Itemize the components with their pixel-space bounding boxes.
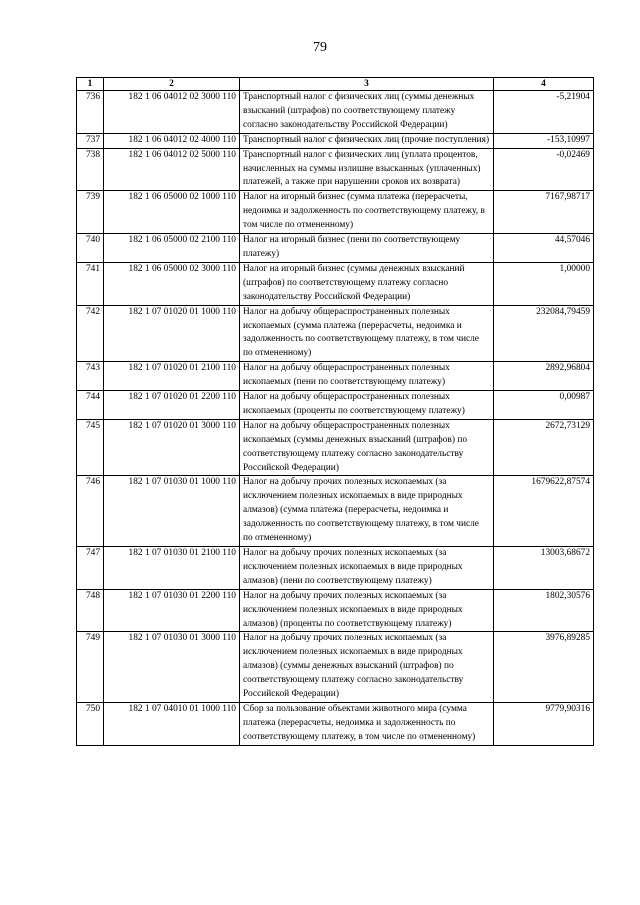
amount: 3976,89285 <box>494 632 594 703</box>
budget-code: 182 1 07 01030 01 2200 110 <box>104 589 240 632</box>
budget-code: 182 1 06 04012 02 4000 110 <box>104 133 240 148</box>
budget-code: 182 1 06 04012 02 3000 110 <box>104 91 240 134</box>
revenue-name: Налог на игорный бизнес (сумма платежа (перерасчеты, недоимка и задолженность по соответствующему платежу, в том числе по отмененному) <box>240 191 494 234</box>
amount: 0,00987 <box>494 391 594 420</box>
revenue-name: Налог на добычу прочих полезных ископаемых (за исключением полезных ископаемых в виде природных алмазов) (суммы денежных взысканий (штрафов) по соответствующему платежу согласно законодательству Российской Федерации) <box>240 632 494 703</box>
row-number: 746 <box>77 476 104 547</box>
budget-code: 182 1 07 01030 01 3000 110 <box>104 632 240 703</box>
row-number: 743 <box>77 362 104 391</box>
table-row <box>77 419 594 476</box>
amount: -5,21904 <box>494 91 594 134</box>
table-row <box>77 262 594 305</box>
budget-code: 182 1 07 01030 01 1000 110 <box>104 476 240 547</box>
table-row <box>77 91 594 134</box>
budget-code: 182 1 07 04010 01 1000 110 <box>104 702 240 745</box>
revenue-name: Налог на добычу общераспространенных полезных ископаемых (суммы денежных взысканий (штрафов) по соответствующему платежу согласно законодательству Российской Федерации) <box>240 419 494 476</box>
row-number: 739 <box>77 191 104 234</box>
amount: -153,10997 <box>494 133 594 148</box>
revenue-name: Налог на игорный бизнес (пени по соответствующему платежу) <box>240 234 494 263</box>
row-number: 738 <box>77 148 104 191</box>
amount: 2892,96804 <box>494 362 594 391</box>
revenue-name: Сбор за пользование объектами животного мира (сумма платежа (перерасчеты, недоимка и задолженность по соответствующему платежу, в том числе по отмененному) <box>240 702 494 745</box>
table-row <box>77 589 594 632</box>
table-row <box>77 234 594 263</box>
page-number: 79 <box>313 40 327 55</box>
table-header-row <box>77 78 594 91</box>
revenue-name: Налог на добычу общераспространенных полезных ископаемых (сумма платежа (перерасчеты, недоимка и задолженность по соответствующему платежу, в том числе по отмененному) <box>240 305 494 362</box>
table-row <box>77 547 594 590</box>
table-row <box>77 476 594 547</box>
amount: 1,00000 <box>494 262 594 305</box>
budget-code: 182 1 07 01020 01 1000 110 <box>104 305 240 362</box>
row-number: 744 <box>77 391 104 420</box>
revenue-name: Транспортный налог с физических лиц (прочие поступления) <box>240 133 494 148</box>
revenue-name: Налог на добычу общераспространенных полезных ископаемых (проценты по соответствующему платежу) <box>240 391 494 420</box>
budget-code: 182 1 07 01020 01 2200 110 <box>104 391 240 420</box>
revenue-name: Налог на игорный бизнес (суммы денежных взысканий (штрафов) по соответствующему платежу согласно законодательству Российской Федерации) <box>240 262 494 305</box>
amount: 44,57046 <box>494 234 594 263</box>
budget-code: 182 1 06 04012 02 5000 110 <box>104 148 240 191</box>
amount: 232084,79459 <box>494 305 594 362</box>
column-header: 4 <box>494 78 594 91</box>
amount: 13003,68672 <box>494 547 594 590</box>
budget-code: 182 1 07 01020 01 2100 110 <box>104 362 240 391</box>
budget-code: 182 1 06 05000 02 2100 110 <box>104 234 240 263</box>
table-row <box>77 632 594 703</box>
amount: 1679622,87574 <box>494 476 594 547</box>
table-row <box>77 133 594 148</box>
row-number: 741 <box>77 262 104 305</box>
row-number: 750 <box>77 702 104 745</box>
revenue-name: Налог на добычу прочих полезных ископаемых (за исключением полезных ископаемых в виде природных алмазов) (проценты по соответствующему платежу) <box>240 589 494 632</box>
budget-code: 182 1 07 01020 01 3000 110 <box>104 419 240 476</box>
row-number: 745 <box>77 419 104 476</box>
table-row <box>77 191 594 234</box>
budget-code: 182 1 06 05000 02 1000 110 <box>104 191 240 234</box>
row-number: 747 <box>77 547 104 590</box>
revenue-name: Налог на добычу прочих полезных ископаемых (за исключением полезных ископаемых в виде природных алмазов) (пени по соответствующему платежу) <box>240 547 494 590</box>
table-row <box>77 362 594 391</box>
column-header: 1 <box>77 78 104 91</box>
budget-code: 182 1 06 05000 02 3000 110 <box>104 262 240 305</box>
row-number: 748 <box>77 589 104 632</box>
table-row <box>77 148 594 191</box>
budget-code: 182 1 07 01030 01 2100 110 <box>104 547 240 590</box>
table-row <box>77 391 594 420</box>
row-number: 740 <box>77 234 104 263</box>
revenue-name: Налог на добычу прочих полезных ископаемых (за исключением полезных ископаемых в виде природных алмазов) (сумма платежа (перерасчеты, недоимка и задолженность по соответствующему платежу, в том числе по отмененному) <box>240 476 494 547</box>
amount: 9779,90316 <box>494 702 594 745</box>
row-number: 737 <box>77 133 104 148</box>
revenue-name: Транспортный налог с физических лиц (суммы денежных взысканий (штрафов) по соответствующему платежу согласно законодательству Российской Федерации) <box>240 91 494 134</box>
row-number: 749 <box>77 632 104 703</box>
amount: 2672,73129 <box>494 419 594 476</box>
revenue-table <box>76 77 594 746</box>
column-header: 3 <box>240 78 494 91</box>
row-number: 742 <box>77 305 104 362</box>
amount: 7167,98717 <box>494 191 594 234</box>
amount: -0,02469 <box>494 148 594 191</box>
revenue-name: Налог на добычу общераспространенных полезных ископаемых (пени по соответствующему платежу) <box>240 362 494 391</box>
column-header: 2 <box>104 78 240 91</box>
amount: 1802,30576 <box>494 589 594 632</box>
table-row <box>77 702 594 745</box>
table-row <box>77 305 594 362</box>
row-number: 736 <box>77 91 104 134</box>
revenue-name: Транспортный налог с физических лиц (уплата процентов, начисленных на суммы излишне взысканных (уплаченных) платежей, а также при нарушении сроков их возврата) <box>240 148 494 191</box>
